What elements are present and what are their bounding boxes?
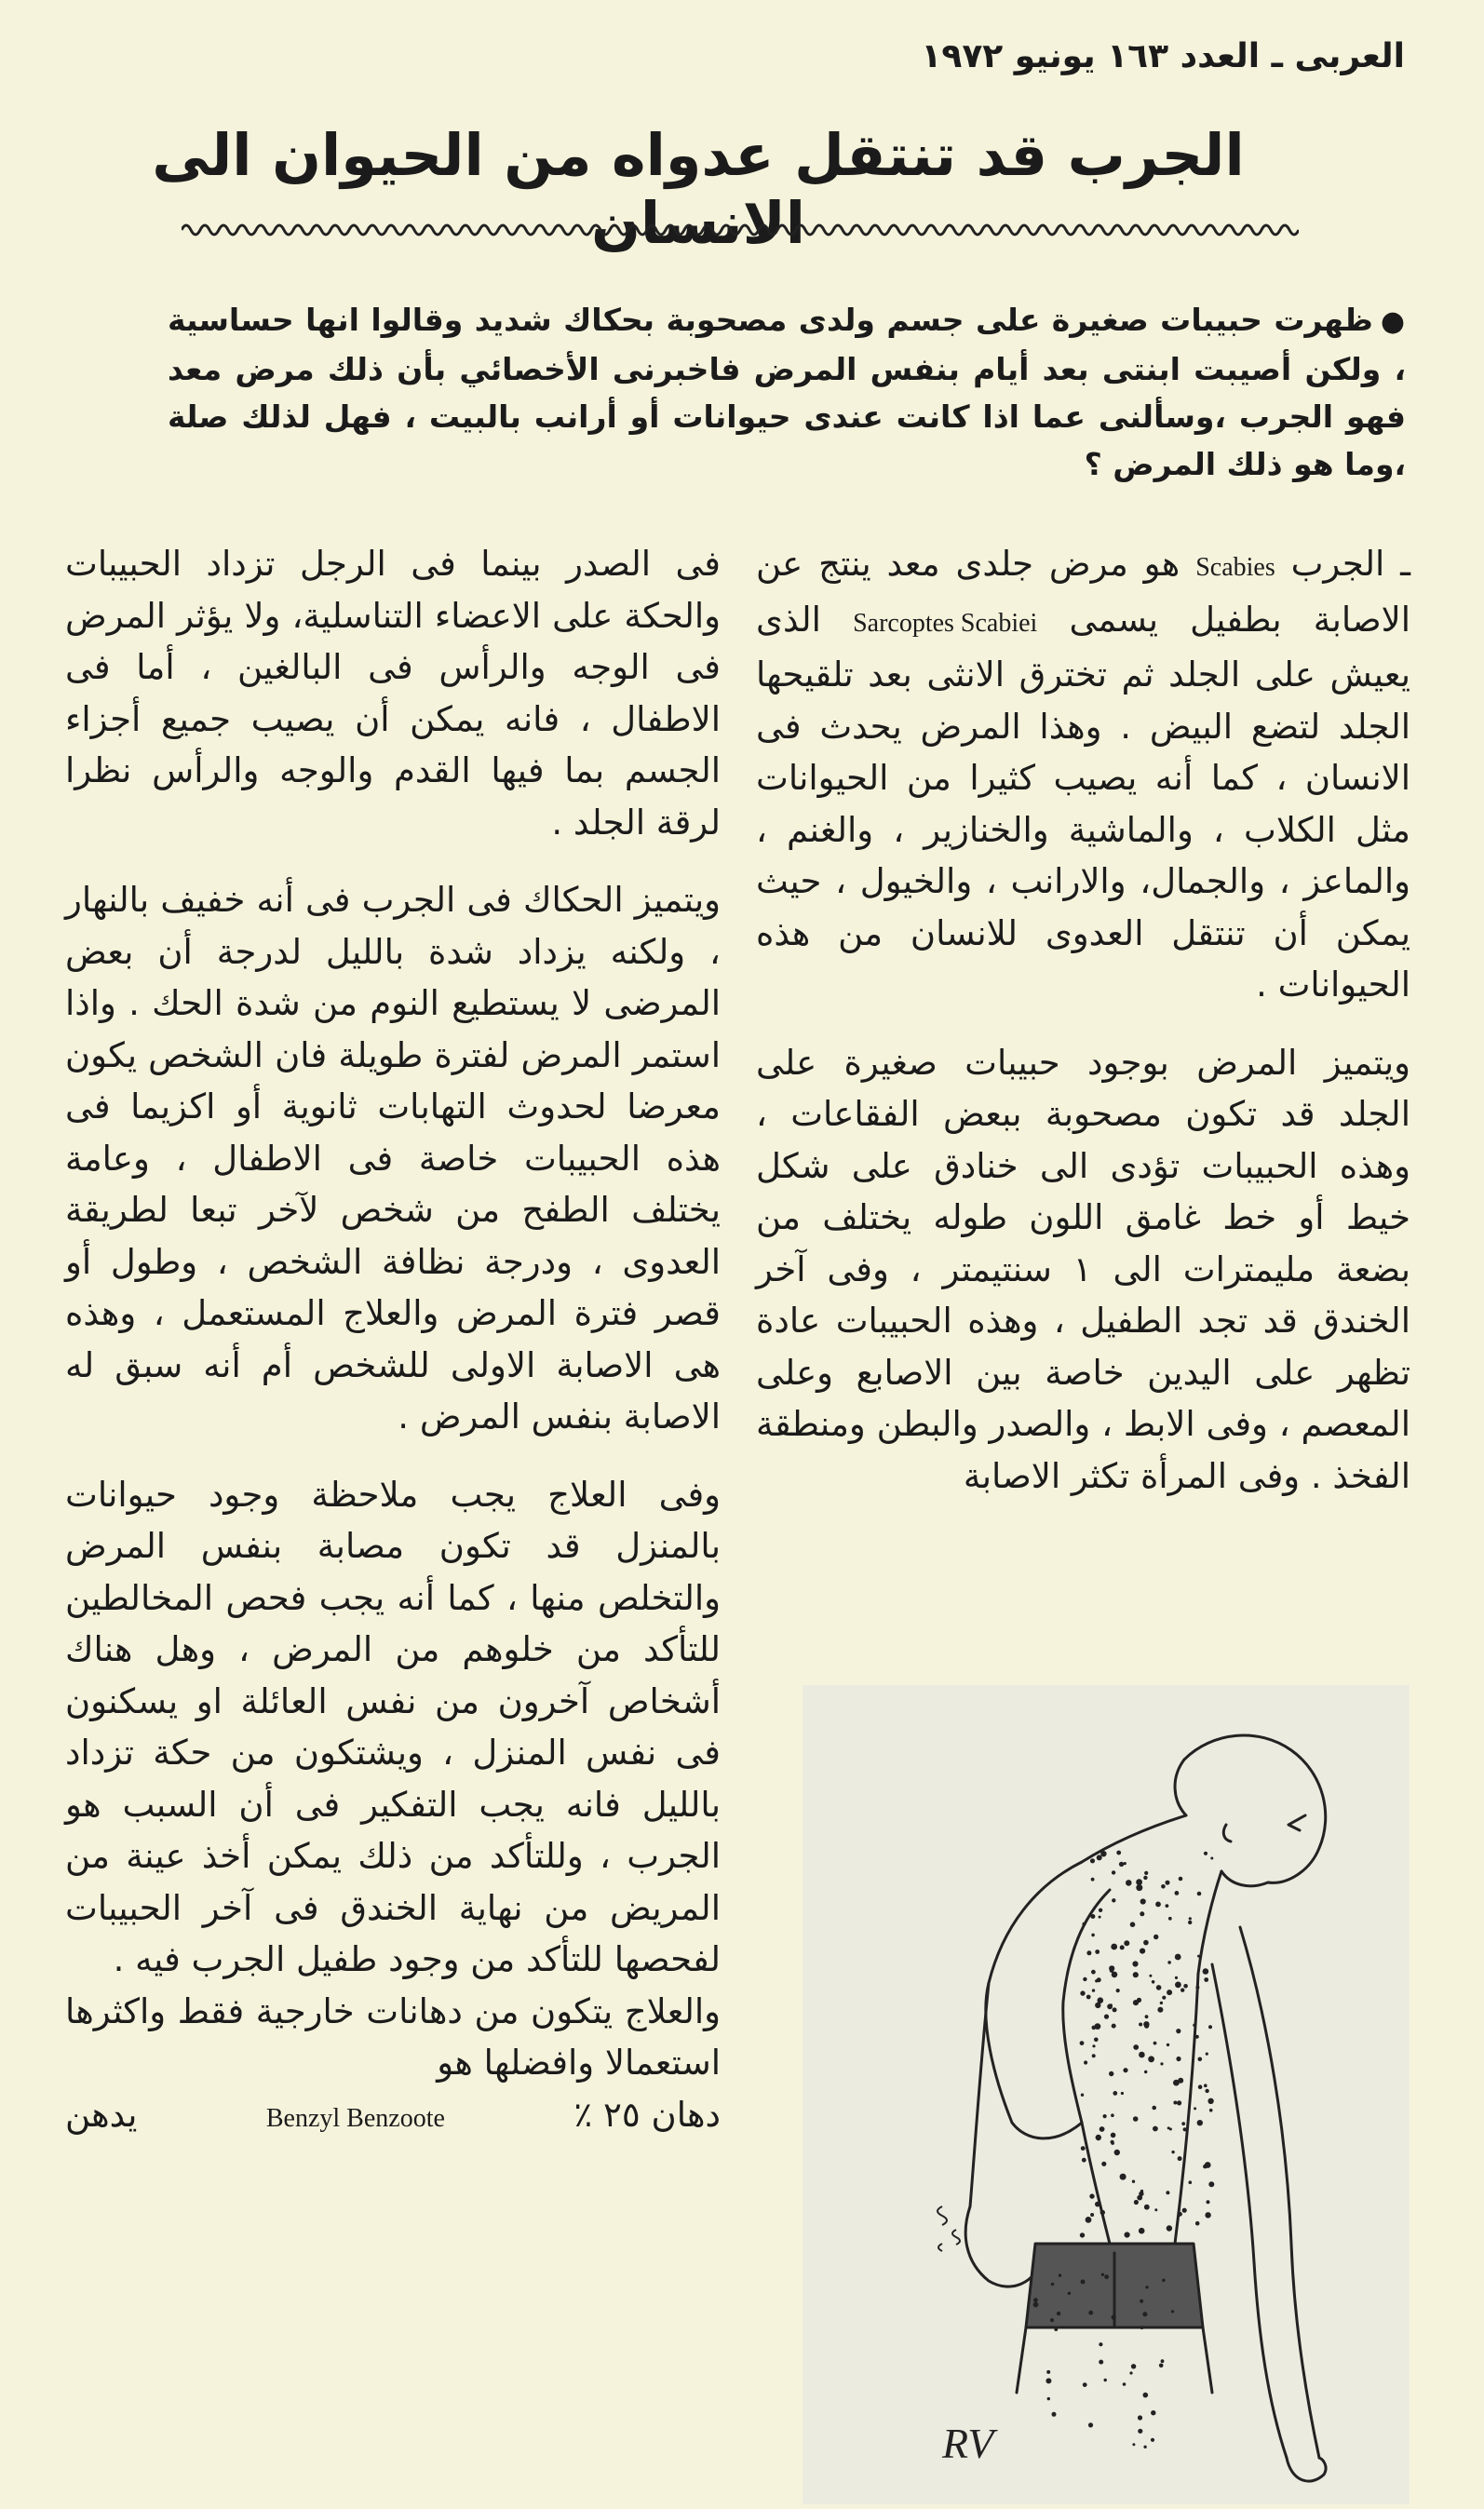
papule-dot [1134, 2200, 1139, 2205]
papule-dot [1195, 1986, 1199, 1990]
papule-dot [1166, 1881, 1170, 1885]
illustration-scratching-man [803, 1685, 1410, 2504]
papule-dot [1157, 2007, 1163, 2013]
papule-dot [1098, 1997, 1104, 2003]
papule-dot [1133, 2000, 1139, 2005]
papule-dot [1183, 2127, 1187, 2131]
papule-dot [1142, 2312, 1147, 2316]
papule-dot [1139, 2052, 1145, 2058]
papule-dot [1210, 1857, 1213, 1860]
papule-dot [1100, 2126, 1105, 2132]
signature: RV [942, 2420, 994, 2467]
papule-dot [1091, 1878, 1095, 1882]
paragraph [756, 538, 1410, 1011]
papule-dot [1101, 2273, 1104, 2276]
papule-dot [1198, 2084, 1203, 2089]
papule-dot [1089, 2193, 1094, 2198]
papule-dot [1084, 2060, 1087, 2064]
papule-dot [1162, 2279, 1166, 2283]
papule-dot [1116, 1989, 1120, 1992]
papule-dot [1092, 2026, 1097, 2030]
papule-dot [1204, 1852, 1207, 1855]
papule-dot [1086, 1950, 1091, 1955]
papule-dot [1104, 2274, 1109, 2279]
papule-dot [1176, 2029, 1180, 2033]
papule-dot [1166, 2191, 1169, 2194]
papule-dot [1207, 2200, 1210, 2204]
papule-dot [1100, 1851, 1106, 1856]
papule-dot [1189, 2180, 1193, 2184]
papule-dot [1082, 1922, 1086, 1926]
papule-dot [1159, 2364, 1164, 2368]
papule-dot [1113, 2091, 1117, 2096]
papule-dot [1178, 2212, 1182, 2217]
papule-dot [1208, 2025, 1212, 2029]
papule-dot [1178, 2078, 1183, 2084]
papule-dot [1132, 2443, 1135, 2446]
papule-dot [1197, 1892, 1202, 1896]
papule-dot [1198, 2057, 1203, 2062]
papule-dot [1112, 2314, 1116, 2319]
papule-dot [1091, 1934, 1095, 1937]
papule-dot [1177, 2100, 1181, 2105]
papule-dot [1092, 1989, 1095, 1991]
papule-dot [1097, 1977, 1101, 1982]
papule-dot [1140, 2300, 1143, 2303]
papule-dot [1145, 2015, 1149, 2018]
papule-dot [1104, 2379, 1107, 2381]
paragraph: ويتميز الحكاك فى الجرب فى أنه خفيف بالنهار ، ولكنه يزداد شدة بالليل لدرجة أن بعض المرضى لا يستطيع النوم من شدة الحك . واذا استمر المرض لفترة طويلة فان الشخص يكون معرضا لحدوث التهابات ثانوية أو اكزيما فى هذه الحبيبات خاصة فى الاطفال ، وعامة يختلف الطفح من شخص لآخر تبعا لطريقة العدوى ، ودرجة نظافة الشخص ، وطول أو قصر فترة المرض والعلاج المستعمل ، وهذه هى الاصابة الاولى للشخص أم أنه سبق له الاصابة بنفس المرض . [65, 880, 721, 1437]
papule-dot [1083, 1977, 1086, 1981]
papule-dot [1167, 2225, 1172, 2231]
papule-dot [1143, 2393, 1149, 2398]
papule-dot [1104, 2015, 1109, 2019]
papule-dot [1112, 1870, 1115, 1874]
latin-term: Benzyl Benzoote [265, 2103, 445, 2133]
paragraph: فى الصدر بينما فى الرجل تزداد الحبيبات والحكة على الاعضاء التناسلية، ولا يؤثر المرض فى الوجه والرأس فى البالغين ، أما فى الاطفال ، فانه يمكن أن يصيب جميع أجزاء الجسم بما فيها القدم والوجه والرأس نظرا لرقة الجلد . [65, 544, 721, 843]
papule-dot [1205, 2089, 1208, 2093]
papule-dot [1111, 2133, 1116, 2138]
papule-dot [1090, 1858, 1095, 1863]
papule-dot [1116, 1851, 1121, 1855]
papule-dot [1123, 2382, 1126, 2386]
papule-dot [1051, 2283, 1055, 2286]
papule-dot [1183, 1984, 1188, 1989]
papule-dot [1178, 2156, 1182, 2161]
papule-dot [1046, 2370, 1050, 2374]
papule-dot [1096, 2135, 1101, 2140]
sketch-icon [803, 1685, 1410, 2504]
papule-dot [1120, 1945, 1125, 1949]
papule-dot [1167, 1990, 1172, 1995]
papule-dot [1124, 1862, 1126, 1865]
papule-dot [1095, 1949, 1100, 1954]
papule-dot [1152, 1980, 1155, 1984]
papule-dot [1099, 1909, 1102, 1912]
papule-dot [1180, 1989, 1184, 1992]
papule-dot [1144, 2024, 1149, 2029]
papule-dot [1131, 2364, 1136, 2368]
papule-dot [1205, 2212, 1210, 2218]
papule-dot [1088, 2311, 1093, 2315]
papule-dot [1153, 1935, 1158, 1939]
papule-dot [1151, 2410, 1155, 2415]
papule-dot [1047, 2397, 1050, 2400]
papule-dot [1091, 1970, 1096, 1975]
papule-dot [1208, 2181, 1214, 2187]
papule-dot [1132, 2180, 1135, 2183]
papule-dot [1081, 2146, 1086, 2151]
papule-dot [1203, 1968, 1209, 1975]
papule-dot [1083, 2382, 1087, 2387]
papule-dot [1197, 1955, 1200, 1958]
papule-dot [1120, 2174, 1126, 2180]
papule-dot [1140, 2190, 1143, 2192]
papule-dot [1080, 2041, 1085, 2045]
papule-dot [1092, 2054, 1096, 2057]
papule-dot [1171, 2151, 1174, 2153]
papule-dot [1081, 2280, 1086, 2285]
papule-dot [1152, 2106, 1156, 2111]
papule-dot [1103, 2114, 1107, 2118]
text: ـ الجرب [1290, 544, 1410, 584]
papule-dot [1207, 2098, 1213, 2104]
papule-dot [1166, 1904, 1169, 1908]
papule-dot [1057, 2312, 1060, 2315]
papule-dot [1112, 2024, 1116, 2029]
papule-dot [1181, 2122, 1185, 2125]
papule-dot [1086, 1995, 1091, 2000]
papule-dot [1082, 2158, 1086, 2163]
papule-dot [1139, 2023, 1142, 2027]
papule-dot [1175, 1982, 1181, 1989]
papule-dot [1136, 1879, 1142, 1885]
papule-dot [1189, 1917, 1192, 1920]
papule-dot [1033, 2298, 1038, 2302]
papule-dot [1182, 2208, 1187, 2213]
text: الذى يعيش على الجلد ثم تخترق الانثى بعد تلقيحها الجلد لتضع البيض . وهذا المرض يحدث فى الانسان ، كما أنه يصيب كثيرا من الحيوانات مثل الكلاب ، والماشية والخنازير ، والغنم ، والماعز ، والجمال، والارانب ، والخيول ، حيث يمكن أن تنتقل العدوى للانسان من هذه الحيوانات . [756, 599, 1410, 1005]
question-text: ظهرت حبيبات صغيرة على جسم ولدى مصحوبة بحكاك شديد وقالوا انها حساسية ، ولكن أصيبت ابنتى بعد أيام بنفس المرض فاخبرنى الأخصائي بأن ذلك مرض معد فهو الجرب ،وسألنى عما اذا كانت عندى حيوانات أو أرانب بالبيت ، فهل لذلك صلة ،وما هو ذلك المرض ؟ [168, 302, 1406, 482]
papule-dot [1176, 2057, 1180, 2061]
papule-dot [1179, 1877, 1183, 1882]
papule-dot [1140, 1949, 1145, 1954]
papule-dot [1138, 2429, 1142, 2434]
papule-dot [1153, 2042, 1157, 2045]
papule-dot [1133, 2116, 1139, 2122]
papule-dot [1155, 1902, 1161, 1908]
paragraph: ويتميز المرض بوجود حبيبات صغيرة على الجلد قد تكون مصحوبة ببعض الفقاعات ، وهذه الحبيبات تؤدى الى خنادق على شكل خيط أو خط غامق اللون طوله يختلف من بضعة مليمترات الى ١ سنتيمتر ، وفى آخر الخندق قد تجد الطفيل ، وهذه الحبيبات عادة تظهر على اليدين خاصة بين الاصابع وعلى المعصم ، وفى الابط ، والصدر والبطن ومنطقة الفخذ . وفى المرأة تكثر الاصابة [756, 1042, 1411, 1496]
papule-dot [1205, 2162, 1211, 2168]
papule-dot [1195, 2035, 1199, 2039]
reader-question [168, 296, 1406, 488]
papule-dot [1095, 2202, 1100, 2207]
papule-dot [1153, 2126, 1158, 2132]
papule-dot [1206, 2053, 1208, 2056]
papule-dot [1129, 2371, 1132, 2374]
papule-dot [1138, 2415, 1142, 2420]
papule-dot [1090, 2213, 1094, 2217]
paragraph: وفى العلاج يجب ملاحظة وجود حيوانات بالمنزل قد تكون مصابة بنفس المرض والتخلص منها ، كما أنه يجب فحص المخالطين للتأكد من خلوهم من المرض ، وهل هناك أشخاص آخرون من نفس العائلة او يسكنون فى نفس المنزل ، ويشتكون من حكة تزداد بالليل فانه يجب التفكير فى أن السبب هو الجرب ، وللتأكد من ذلك يمكن أخذ عينة من المريض من نهاية الخندق فى آخر الحبيبات لفحصها للتأكد من وجود طفيل الجرب فيه . [65, 1474, 721, 1979]
papule-dot [1052, 2412, 1057, 2417]
papule-dot [1125, 2232, 1130, 2237]
papule-dot [1046, 2378, 1051, 2383]
papule-dot [1101, 2162, 1106, 2166]
papule-dot [1133, 1972, 1139, 1977]
papule-dot [1068, 2292, 1071, 2295]
papule-dot [1054, 2327, 1058, 2331]
papule-dot [1112, 1898, 1115, 1902]
text: يدهن [65, 2094, 138, 2135]
papule-dot [1099, 2360, 1103, 2365]
papule-dot [1111, 2113, 1114, 2117]
papule-dot [1059, 2273, 1061, 2276]
papule-dot [1137, 2195, 1142, 2201]
papule-dot [1197, 2120, 1203, 2125]
latin-term: Sarcoptes Scabiei [853, 608, 1038, 638]
article-title: الجرب قد تنتقل عدواه من الحيوان الى الانسان [152, 121, 1245, 257]
papule-dot [1143, 1940, 1149, 1946]
papule-dot [1188, 1921, 1192, 1924]
papule-dot [1167, 2044, 1169, 2046]
papule-dot [1162, 1996, 1166, 2000]
papule-dot [1204, 2084, 1207, 2087]
papule-dot [1193, 2024, 1195, 2027]
papule-dot [1160, 2002, 1163, 2004]
papule-dot [1119, 1862, 1124, 1867]
papule-dot [1145, 2286, 1148, 2288]
papule-dot [1160, 2062, 1163, 2065]
papule-dot [1171, 2310, 1174, 2313]
papule-dot [1111, 1944, 1117, 1950]
papule-dot [1140, 2326, 1144, 2329]
papule-dot [1161, 1884, 1166, 1889]
papule-dot [1090, 1914, 1095, 1919]
papule-dot [1167, 2126, 1170, 2129]
papule-dot [1140, 1911, 1144, 1916]
papule-dot [1126, 1880, 1132, 1886]
text: دهان ٢٥ ٪ [573, 2094, 721, 2135]
papule-dot [1086, 2217, 1092, 2223]
papule-dot [1194, 2107, 1196, 2110]
latin-term: Scabies [1195, 553, 1275, 582]
papule-dot [1173, 2101, 1177, 2105]
papule-dot [1136, 1884, 1142, 1891]
papule-dot [1099, 2342, 1102, 2346]
papule-dot [1092, 2044, 1095, 2047]
papule-dot [1144, 2071, 1147, 2073]
papule-dot [1143, 1876, 1147, 1880]
papule-dot [1110, 2003, 1113, 2006]
papule-dot [1114, 2150, 1120, 2155]
papule-dot [1168, 1917, 1172, 1921]
papule-dot [1132, 1961, 1138, 1966]
papule-dot [1094, 2038, 1099, 2043]
papule-dot [1080, 2232, 1085, 2237]
papule-dot [1175, 1891, 1180, 1895]
papule-dot [1109, 2071, 1113, 2076]
final-line [65, 2089, 721, 2145]
papule-dot [1148, 2056, 1154, 2062]
papule-dot [1088, 2422, 1093, 2427]
papule-dot [1111, 2140, 1114, 2144]
paragraph: والعلاج يتكون من دهانات خارجية فقط واكثرها استعمالا وافضلها هو [65, 1990, 721, 2083]
papule-dot [1195, 2221, 1200, 2226]
text: هو مرض جلدى معد ينتج عن الاصابة بطفيل يسمى [756, 544, 1410, 640]
papule-dot [1175, 1954, 1181, 1961]
title-underline [182, 216, 1299, 244]
papule-dot [1139, 2228, 1145, 2234]
left-column [65, 538, 721, 2144]
papule-dot [1050, 2318, 1054, 2322]
papule-dot [1113, 2007, 1117, 2012]
papule-dot [1156, 1985, 1162, 1990]
papule-dot [1121, 2092, 1124, 2095]
papule-dot [1140, 1898, 1146, 1904]
masthead: العربى ـ العدد ١٦٣ يونيو ١٩٧٢ [921, 37, 1405, 75]
papule-dot [1209, 2109, 1213, 2112]
papule-dot [1144, 1871, 1148, 1875]
papule-dot [1081, 2094, 1084, 2097]
right-column [756, 538, 1410, 1502]
papule-dot [1100, 2210, 1105, 2215]
papule-dot [1161, 2359, 1165, 2363]
papule-dot [1204, 1977, 1208, 1982]
papule-dot [1112, 1972, 1118, 1978]
papule-dot [1143, 2446, 1146, 2448]
papule-dot [1154, 2208, 1157, 2211]
papule-dot [1033, 2302, 1039, 2308]
papule-dot [1130, 1922, 1136, 1927]
papule-dot [1080, 1990, 1085, 1995]
papule-dot [1175, 1976, 1178, 1979]
papule-dot [1133, 2044, 1139, 2050]
papule-dot [1167, 1961, 1171, 1964]
papule-dot [1149, 1975, 1152, 1977]
papule-dot [1151, 2438, 1154, 2442]
papule-dot [1123, 2068, 1127, 2072]
papule-dot [1144, 2205, 1150, 2210]
papule-dot [1099, 1916, 1101, 1919]
papule-dot [1124, 1940, 1129, 1946]
bullet-icon: ● [1380, 305, 1406, 338]
papule-dot [1097, 1855, 1102, 1860]
